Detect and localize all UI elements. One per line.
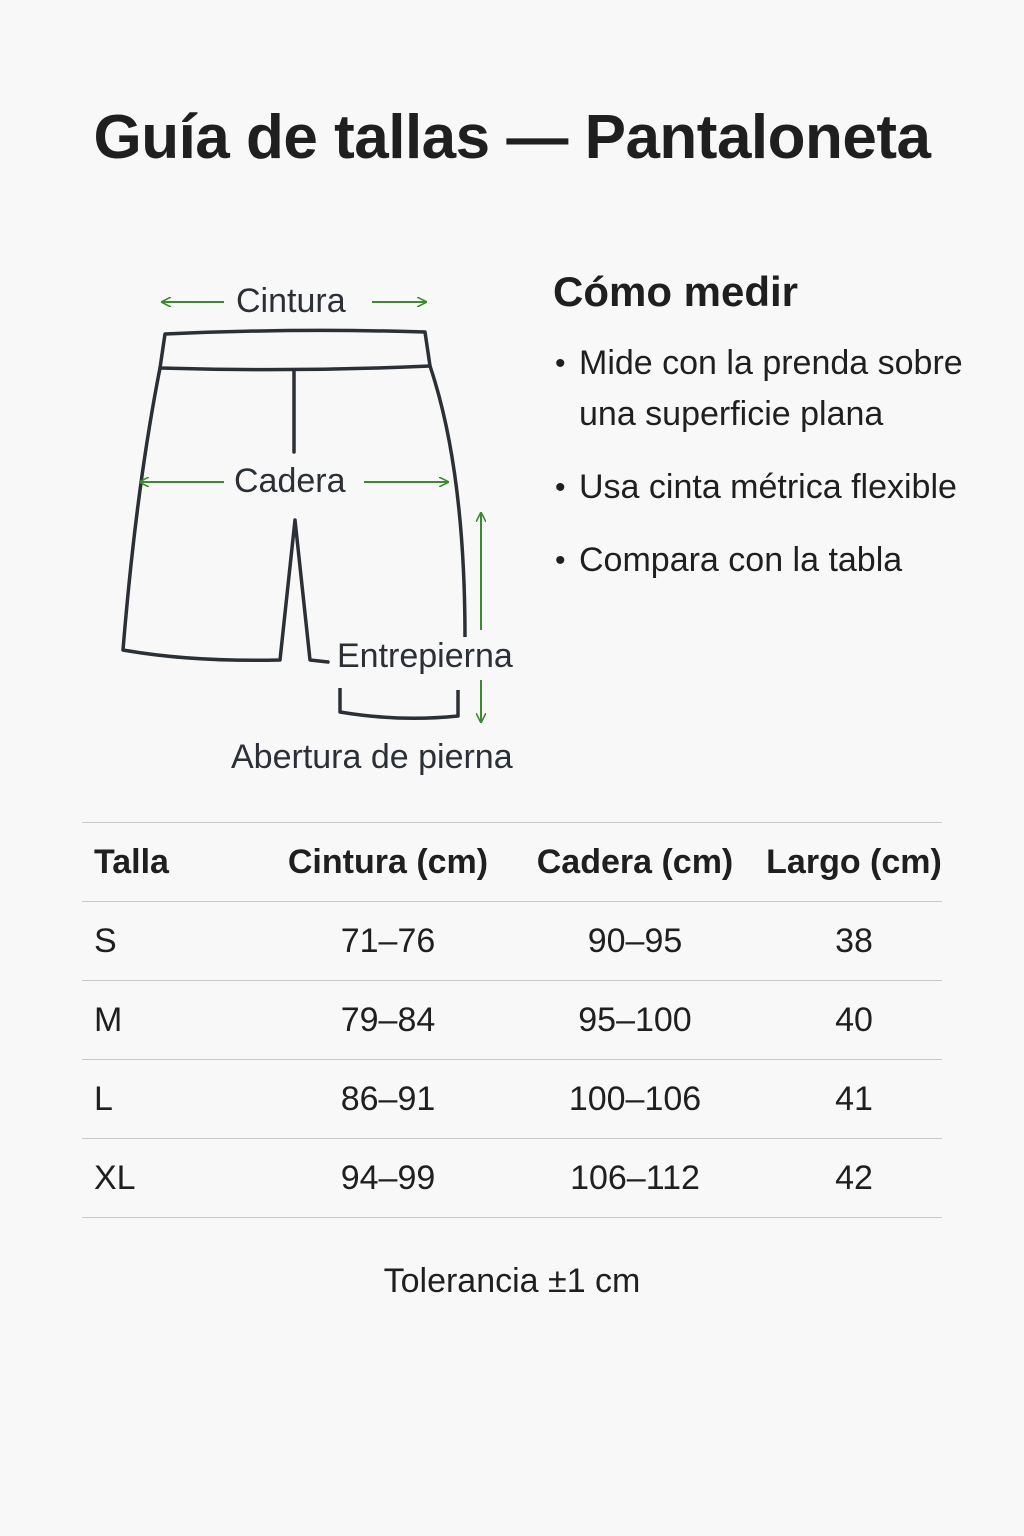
table-row [82,1060,942,1139]
cell-size: XL [82,1139,272,1218]
table-header-row [82,823,942,902]
size-table [82,822,942,1218]
leg-opening-label: Abertura de pierna [225,738,519,777]
waistband-outline [160,330,430,369]
leg-opening-cuff [340,688,458,718]
how-to-heading: Cómo medir [553,268,799,315]
header-hip: Cadera (cm) [504,823,766,902]
cell-hip: 90–95 [504,902,766,981]
bullet-icon: • [555,544,566,577]
header-size: Talla [82,823,272,902]
cell-waist: 94–99 [272,1139,504,1218]
cell-waist: 79–84 [272,981,504,1060]
bullet-icon: • [555,471,566,504]
bullet-icon: • [555,347,566,380]
table-row [82,902,942,981]
table-row [82,981,942,1060]
cell-length: 42 [766,1139,942,1218]
cell-hip: 100–106 [504,1060,766,1139]
table-row [82,1139,942,1218]
how-to-item: • Compara con la tabla [553,535,973,586]
cell-hip: 95–100 [504,981,766,1060]
cell-size: S [82,902,272,981]
how-to-item: • Usa cinta métrica flexible [553,462,973,513]
how-to-item: • Mide con la prenda sobre una superficie plana [553,338,973,440]
cell-length: 38 [766,902,942,981]
cell-waist: 71–76 [272,902,504,981]
header-length: Largo (cm) [766,823,942,902]
tolerance-note: Tolerancia ±1 cm [383,1262,641,1300]
cell-hip: 106–112 [504,1139,766,1218]
cell-size: M [82,981,272,1060]
cell-size: L [82,1060,272,1139]
how-to-measure [553,268,973,608]
hip-label: Cadera [228,462,352,501]
how-to-list [553,338,973,586]
cell-length: 41 [766,1060,942,1139]
cell-length: 40 [766,981,942,1060]
shorts-diagram [100,270,560,790]
shorts-illustration [100,270,560,790]
waist-label: Cintura [230,282,352,321]
page-title: Guía de tallas — Pantaloneta [93,103,931,172]
cell-waist: 86–91 [272,1060,504,1139]
header-waist: Cintura (cm) [272,823,504,902]
inseam-label: Entrepierna [331,637,519,676]
